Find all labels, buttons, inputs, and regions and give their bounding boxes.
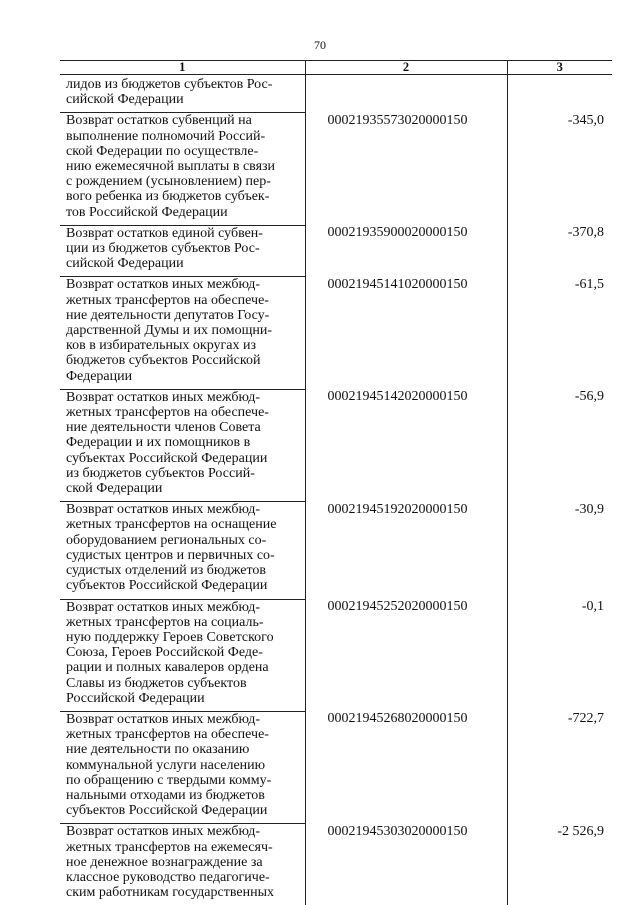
column-header-2: 2 <box>305 61 507 75</box>
table-row <box>60 599 612 711</box>
table-row <box>60 75 612 113</box>
name-cell: лидов из бюджетов субъектов Рос- сийской Федерации <box>60 75 305 113</box>
code-cell: 00021945142020000150 <box>305 389 507 501</box>
code-cell: 00021945268020000150 <box>305 711 507 823</box>
name-cell: Возврат остатков иных межбюд- жетных трансфертов на оснащение оборудованием региональных со- судистых центров и первичных со- судистых отделений из бюджетов субъектов Российской Федерации <box>60 502 305 599</box>
table-row <box>60 502 612 599</box>
name-cell: Возврат остатков иных межбюд- жетных трансфертов на обеспече- ние деятельности членов Совета Федерации и их помощников в субъектах Российской Федерации из бюджетов субъектов Россий- ской Федерации <box>60 389 305 501</box>
amount-cell: -345,0 <box>507 113 612 225</box>
amount-cell: -2 526,9 <box>507 824 612 905</box>
amount-cell: -30,9 <box>507 502 612 599</box>
table-row <box>60 824 612 905</box>
table-header-row <box>60 61 612 75</box>
budget-table <box>60 60 612 905</box>
column-header-1: 1 <box>60 61 305 75</box>
name-cell: Возврат остатков субвенций на выполнение полномочий Россий- ской Федерации по осуществле- нию ежемесячной выплаты в связи с рождением (усыновлением) пер- вого ребенка из бюджетов субъек- тов Российской Федерации <box>60 113 305 225</box>
table-row <box>60 225 612 277</box>
amount-cell <box>507 75 612 113</box>
table-row <box>60 711 612 823</box>
code-cell: 00021935573020000150 <box>305 113 507 225</box>
table-row <box>60 113 612 225</box>
page-number: 70 <box>314 38 326 52</box>
code-cell: 00021945303020000150 <box>305 824 507 905</box>
amount-cell: -370,8 <box>507 225 612 277</box>
code-cell <box>305 75 507 113</box>
name-cell: Возврат остатков иных межбюд- жетных трансфертов на обеспече- ние деятельности по оказанию коммунальной услуги населению по обращению с твердыми комму- нальными отходами из бюджетов субъектов Российской Федерации <box>60 711 305 823</box>
amount-cell: -0,1 <box>507 599 612 711</box>
code-cell: 00021945141020000150 <box>305 277 507 389</box>
table-body <box>60 75 612 905</box>
amount-cell: -722,7 <box>507 711 612 823</box>
name-cell: Возврат остатков иных межбюд- жетных трансфертов на обеспече- ние деятельности депутатов Госу- дарственной Думы и их помощни- ков в избирательных округах из бюджетов субъектов Российской Федерации <box>60 277 305 389</box>
code-cell: 00021945252020000150 <box>305 599 507 711</box>
table-row <box>60 277 612 389</box>
name-cell: Возврат остатков иных межбюд- жетных трансфертов на социаль- ную поддержку Героев Советского Союза, Героев Российской Феде- рации и полных кавалеров ордена Славы из бюджетов субъектов Российской Федерации <box>60 599 305 711</box>
table-row <box>60 389 612 501</box>
name-cell: Возврат остатков иных межбюд- жетных трансфертов на ежемесяч- ное денежное вознаграждение за классное руководство педагогиче- ским работникам государственных <box>66 824 274 901</box>
amount-cell: -61,5 <box>507 277 612 389</box>
code-cell: 00021945192020000150 <box>305 502 507 599</box>
column-header-3: 3 <box>507 61 612 75</box>
name-cell: Возврат остатков единой субвен- ции из бюджетов субъектов Рос- сийской Федерации <box>60 225 305 277</box>
code-cell: 00021935900020000150 <box>305 225 507 277</box>
amount-cell: -56,9 <box>507 389 612 501</box>
